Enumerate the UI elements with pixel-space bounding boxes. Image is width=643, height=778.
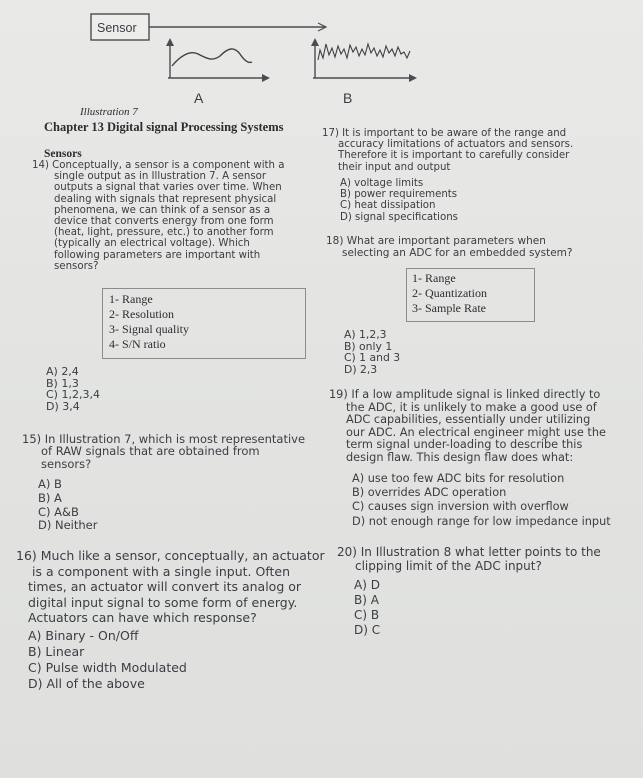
q17-option-c: C) heat dissipation	[340, 200, 436, 212]
q16-line: Actuators can have which response?	[28, 610, 257, 625]
q15-option-d: D) Neither	[38, 518, 98, 533]
q18-option-a: A) 1,2,3	[344, 328, 387, 341]
q19-option-d: D) not enough range for low impedance input	[352, 514, 611, 528]
graph-b-noisy-signal	[318, 44, 410, 60]
q19-line: the ADC, it is unlikely to make a good use of	[346, 400, 597, 414]
q19-option-c: C) causes sign inversion with overflow	[352, 500, 569, 514]
q14-list-item: 3- Signal quality	[109, 322, 189, 336]
q14-line: (typically an electrical voltage). Which	[54, 238, 250, 250]
q14-line: 14) Conceptually, a sensor is a component with a	[32, 160, 285, 171]
q14-list-item: 1- Range	[109, 292, 153, 306]
q14-line: following parameters are important with	[54, 249, 261, 261]
q14-line: phenomena, we can think of a sensor as a	[54, 204, 271, 216]
q18-list-item: 2- Quantization	[412, 286, 487, 300]
q14-list-item: 2- Resolution	[109, 307, 174, 321]
q15-line: 15) In Illustration 7, which is most representative	[22, 432, 306, 446]
q19-line: ADC capabilities, essentially under utilizing	[346, 413, 591, 427]
graph-a-x-arrow	[262, 74, 270, 82]
graph-a-label: A	[194, 90, 204, 106]
q14-line: outputs a signal that varies over time. When	[54, 182, 282, 194]
q14-line: sensors?	[54, 260, 99, 272]
q19-line: term signal under-loading to describe this	[346, 438, 583, 452]
q19-line: our ADC. An electrical engineer might use the	[346, 425, 606, 439]
q16-options	[28, 628, 187, 692]
q20-options	[354, 578, 380, 638]
q15-line: of RAW signals that are obtained from	[41, 444, 260, 459]
q14-line: (heat, light, pressure, etc.) to another form	[54, 227, 274, 239]
q17-option-b: B) power requirements	[340, 189, 458, 201]
q14-line: device that converts energy from one form	[54, 216, 274, 228]
question-19	[329, 389, 606, 465]
question-18	[326, 236, 572, 259]
q14-option-c: C) 1,2,3,4	[46, 388, 100, 401]
q17-line: their input and output	[338, 161, 451, 173]
q18-list-item: 1- Range	[412, 271, 456, 285]
q19-line: 19) If a low amplitude signal is linked directly to	[329, 388, 601, 401]
q19-option-a: A) use too few ADC bits for resolution	[352, 472, 565, 485]
question-20	[337, 545, 601, 573]
q20-line: clipping limit of the ADC input?	[355, 559, 542, 573]
q16-option-b: B) Linear	[28, 644, 85, 659]
q20-option-a: A) D	[354, 578, 380, 592]
q16-line: times, an actuator will convert its analog or	[28, 579, 302, 594]
illustration-7-figure	[0, 0, 643, 120]
q14-parameter-box	[102, 288, 306, 359]
question-17	[322, 128, 573, 173]
chapter-title: Chapter 13 Digital signal Processing Systems	[44, 120, 284, 134]
graph-b-label: B	[343, 90, 353, 106]
question-15	[22, 433, 305, 470]
q15-option-a: A) B	[38, 477, 62, 491]
q17-option-a: A) voltage limits	[340, 178, 424, 189]
q16-line: is a component with a single input. Often	[32, 563, 291, 579]
q17-line: 17) It is important to be aware of the range and	[322, 128, 567, 139]
q20-option-b: B) A	[354, 593, 379, 607]
q17-option-d: D) signal specifications	[340, 211, 458, 223]
q14-option-b: B) 1,3	[46, 376, 79, 390]
graph-b-x-arrow	[409, 74, 417, 82]
illustration-caption: Illustration 7	[80, 106, 138, 118]
q16-option-d: D) All of the above	[28, 676, 145, 691]
q16-option-c: C) Pulse width Modulated	[28, 660, 187, 675]
q16-line: 16) Much like a sensor, conceptually, an actuator	[16, 548, 325, 563]
section-heading: Sensors	[44, 148, 82, 160]
q16-line: digital input signal to some form of energy.	[28, 594, 298, 610]
q20-option-d: D) C	[354, 623, 381, 637]
q16-option-a: A) Binary - On/Off	[28, 628, 139, 643]
question-16	[16, 548, 325, 626]
q17-line: accuracy limitations of actuators and sensors.	[338, 139, 574, 151]
graph-a-y-arrow	[166, 38, 174, 46]
q19-option-b: B) overrides ADC operation	[352, 486, 507, 500]
q15-option-b: B) A	[38, 490, 62, 505]
q15-line: sensors?	[41, 456, 92, 471]
question-14	[32, 160, 284, 272]
q20-line: 20) In Illustration 8 what letter points to the	[337, 545, 601, 559]
q14-line: dealing with signals that represent physical	[54, 193, 277, 205]
graph-a-smooth-signal	[172, 49, 252, 66]
q14-option-d: D) 3,4	[46, 399, 80, 413]
q14-line: single output as in Illustration 7. A sensor	[54, 171, 267, 183]
q14-list-item: 4- S/N ratio	[109, 337, 166, 351]
q14-option-a: A) 2,4	[46, 365, 79, 378]
q19-line: design flaw. This design flaw does what:	[346, 450, 574, 464]
q18-line: selecting an ADC for an embedded system?	[342, 246, 573, 259]
q18-line: 18) What are important parameters when	[326, 235, 546, 247]
q18-list-item: 3- Sample Rate	[412, 301, 486, 315]
sensor-label: Sensor	[97, 21, 137, 35]
q17-line: Therefore it is important to carefully consider	[338, 150, 570, 162]
q14-options	[46, 366, 100, 412]
graph-b-y-arrow	[311, 38, 319, 46]
q15-options	[38, 478, 97, 533]
q19-options	[352, 472, 611, 529]
q18-parameter-box	[406, 268, 535, 322]
q15-option-c: C) A&B	[38, 504, 79, 519]
q18-options	[344, 329, 400, 375]
q18-option-c: C) 1 and 3	[344, 351, 401, 364]
q20-option-c: C) B	[354, 608, 380, 622]
q18-option-d: D) 2,3	[344, 362, 378, 376]
q17-options	[340, 178, 458, 223]
q18-option-b: B) only 1	[344, 339, 393, 353]
